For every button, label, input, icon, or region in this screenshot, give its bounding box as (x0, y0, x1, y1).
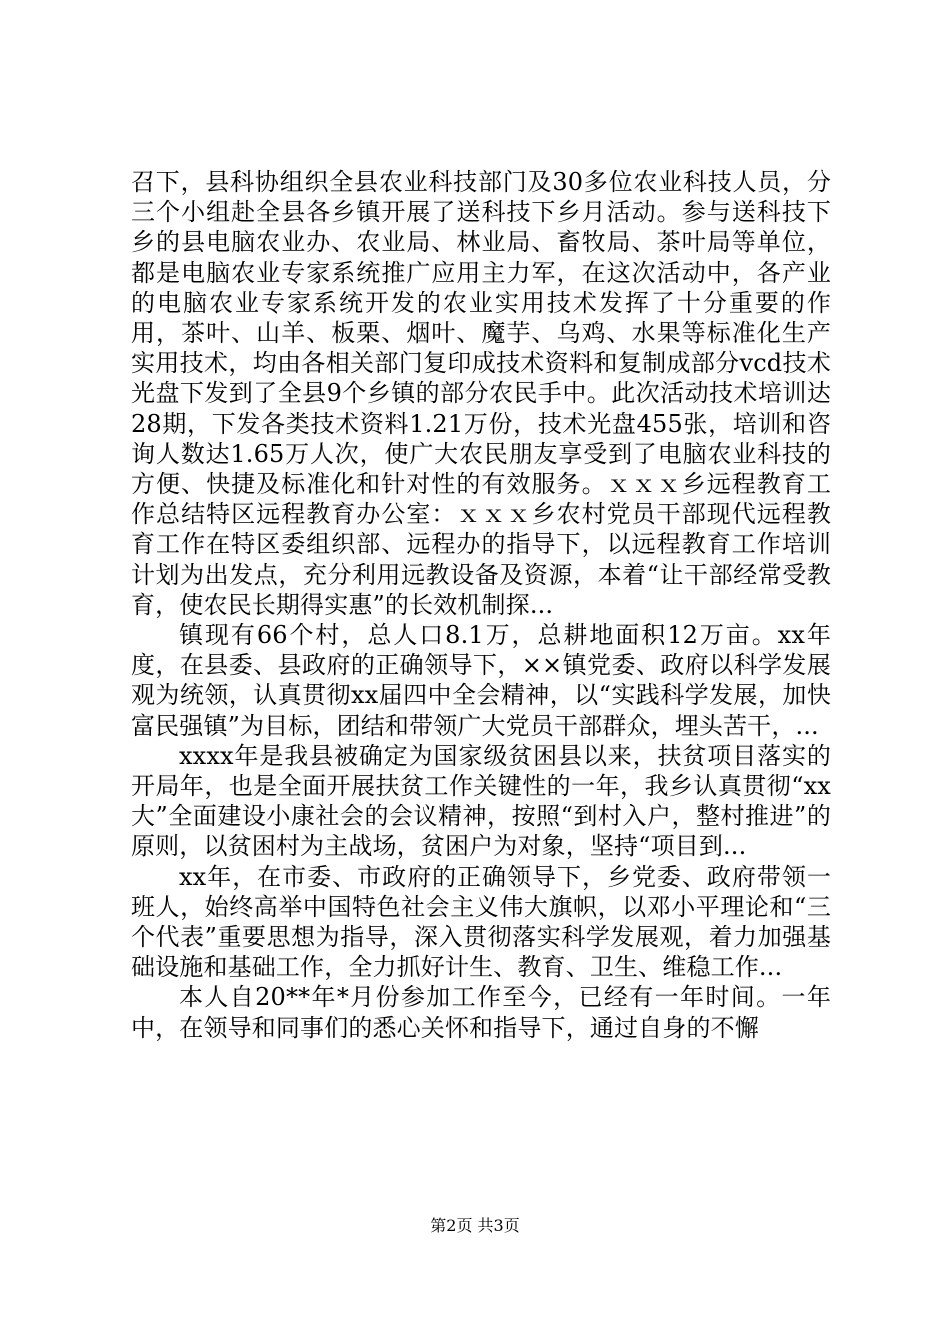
paragraph-1: 召下，县科协组织全县农业科技部门及30多位农业科技人员，分三个小组赴全县各乡镇开展了送科技下乡月活动。参与送科技下乡的县电脑农业办、农业局、林业局、畜牧局、茶叶局等单位，都是电脑农业专家系统推广应用主力军，在这次活动中，各产业的电脑农业专家系统开发的农业实用技术发挥了十分重要的作用，茶叶、山羊、板栗、烟叶、魔芋、乌鸡、水果等标准化生产实用技术，均由各相关部门复印成技术资料和复制成部分vcd技术光盘下发到了全县9个乡镇的部分农民手中。此次活动技术培训达28期，下发各类技术资料1.21万份，技术光盘455张，培训和咨询人数达1.65万人次，使广大农民朋友享受到了电脑农业科技的方便、快捷及标准化和针对性的有效服务。ｘｘｘ乡远程教育工作总结特区远程教育办公室：ｘｘｘ乡农村党员干部现代远程教育工作在特区委组织部、远程办的指导下，以远程教育工作培训计划为出发点，充分利用远教设备及资源，本着“让干部经常受教育，使农民长期得实惠”的长效机制探... (131, 168, 831, 619)
paragraph-4: xx年，在市委、市政府的正确领导下，乡党委、政府带领一班人，始终高举中国特色社会主义伟大旗帜，以邓小平理论和“三个代表”重要思想为指导，深入贯彻落实科学发展观，着力加强基础设施和基础工作，全力抓好计生、教育、卫生、维稳工作... (131, 862, 831, 982)
document-body (131, 167, 831, 1043)
paragraph-3: xxxx年是我县被确定为国家级贫困县以来，扶贫项目落实的开局年，也是全面开展扶贫工作关键性的一年，我乡认真贯彻“xx大”全面建设小康社会的会议精神，按照“到村入户，整村推进”的原则，以贫困村为主战场，贫困户为对象，坚持“项目到... (131, 741, 831, 861)
paragraph-5: 本人自20**年*月份参加工作至今，已经有一年时间。一年中，在领导和同事们的悉心关怀和指导下，通过自身的不懈 (131, 983, 831, 1042)
paragraph-2: 镇现有66个村，总人口8.1万，总耕地面积12万亩。xx年度，在县委、县政府的正确领导下，××镇党委、政府以科学发展观为统领，认真贯彻xx届四中全会精神，以“实践科学发展，加快富民强镇”为目标，团结和带领广大党员干部群众，埋头苦干，... (131, 621, 831, 740)
page-footer: 第2页 共3页 (430, 1216, 520, 1235)
